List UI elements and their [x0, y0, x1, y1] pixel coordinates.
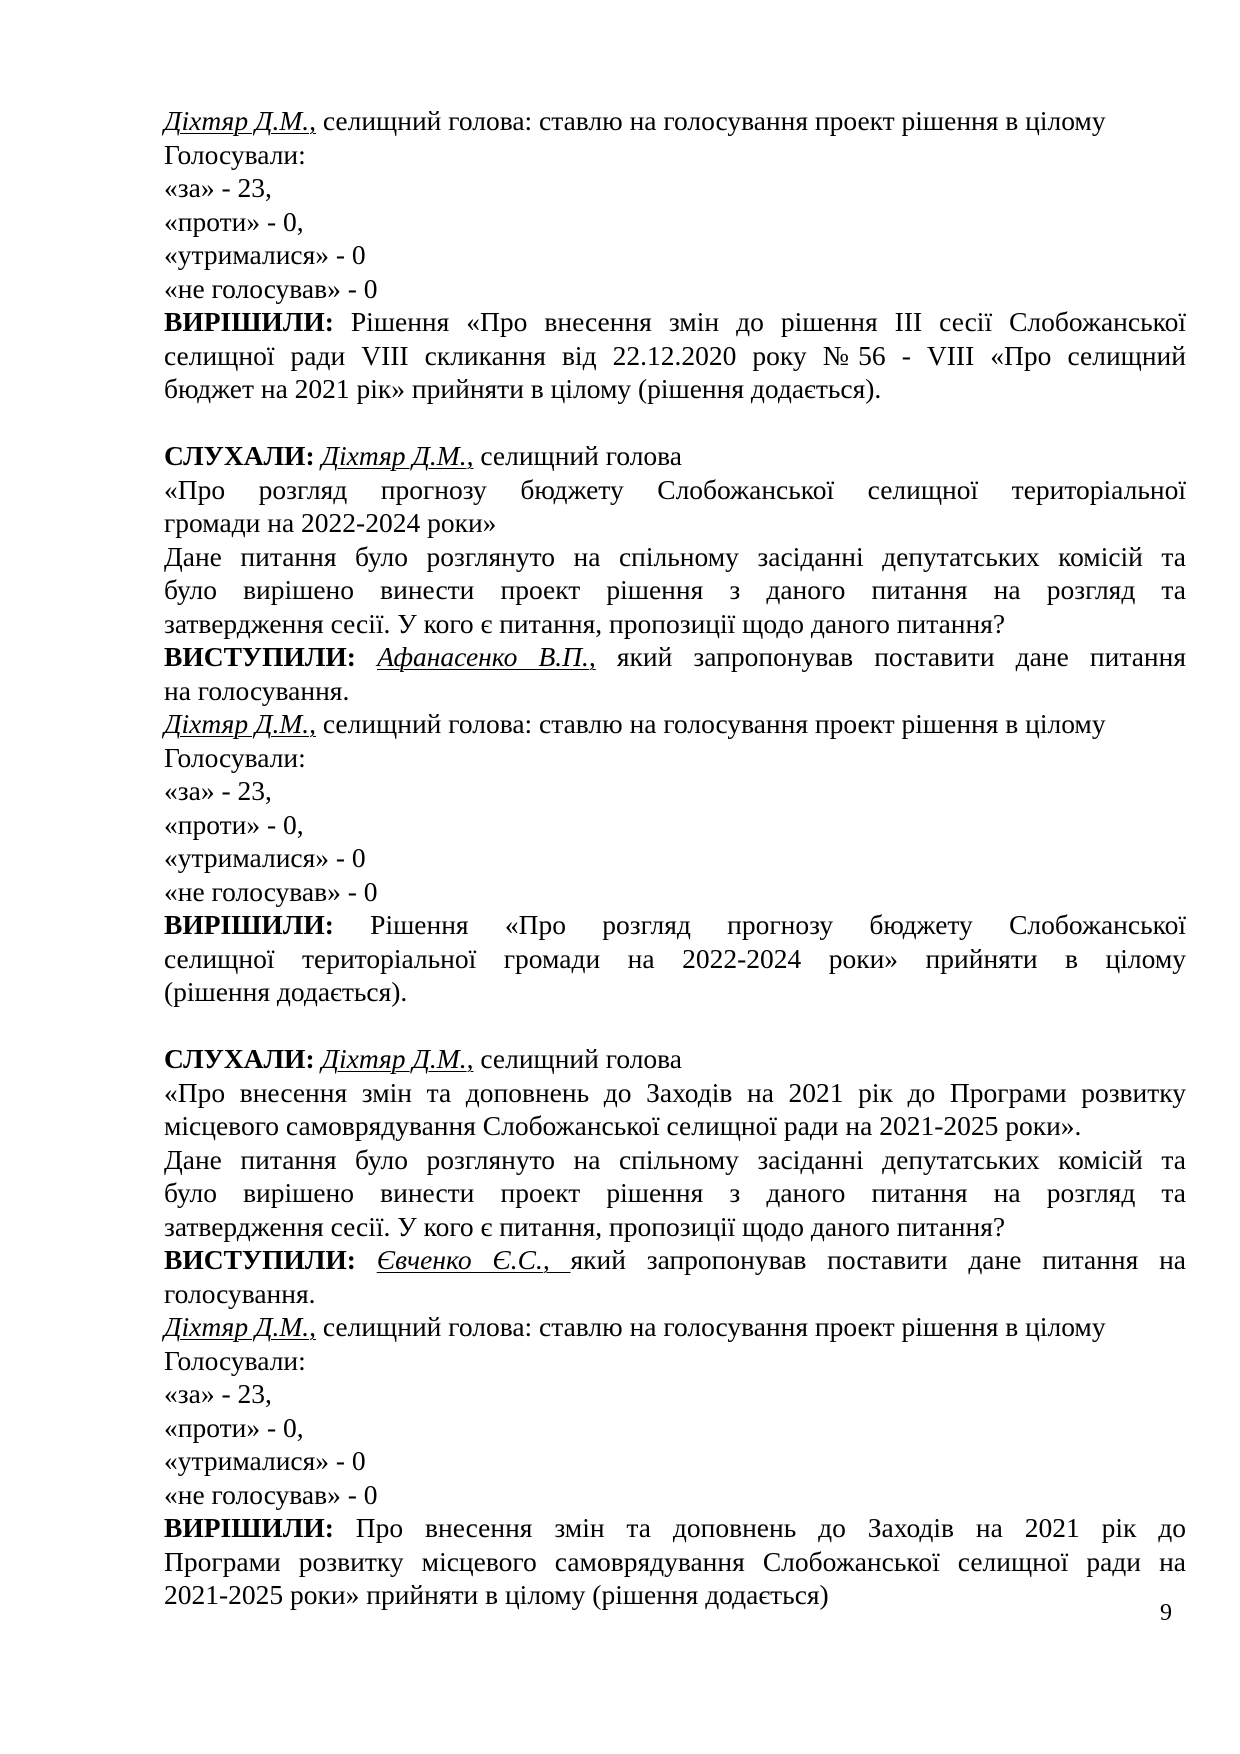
spoke-line-2: голосування.	[164, 1277, 316, 1309]
vote-none: «не голосував» - 0	[164, 272, 378, 304]
spacer	[164, 406, 1186, 440]
section-vote-budget-changes	[164, 104, 1186, 406]
speaker-line: Діхтяр Д.М., селищний голова: ставлю на голосування проект рішення в цілому	[164, 708, 1106, 739]
spoke-name: Євченко Є.С.,	[376, 1244, 571, 1275]
vote-against: «проти» - 0,	[164, 808, 304, 840]
speaker-name: Діхтяр Д.М.,	[164, 1311, 316, 1342]
vote-abstain: «утрималися» - 0	[164, 1445, 366, 1476]
spoke-line-1: ВИСТУПИЛИ: Євченко Є.С., який запропонував поставити дане питання на	[164, 1244, 1186, 1275]
desc-line-2: було вирішено винести проект рішення з даного питання на розгляд та	[164, 574, 1186, 605]
heard-name: Діхтяр Д.М.,	[321, 440, 474, 471]
desc-line-3: затвердження сесії. У кого є питання, пропозиції щодо даного питання?	[164, 1210, 1006, 1242]
desc-line-3: затвердження сесії. У кого є питання, пропозиції щодо даного питання?	[164, 607, 1006, 639]
vote-abstain: «утрималися» - 0	[164, 842, 366, 873]
resolved-label: ВИРІШИЛИ:	[164, 909, 334, 940]
spoke-line-1: ВИСТУПИЛИ: Афанасенко В.П., який запропонував поставити дане питання	[164, 641, 1186, 672]
heard-line: СЛУХАЛИ: Діхтяр Д.М., селищний голова	[164, 440, 683, 471]
resolved-line-1: ВИРІШИЛИ: Рішення «Про внесення змін до рішення ІІІ сесії Слобожанської	[164, 306, 1186, 337]
topic-line-1: «Про внесення змін та доповнень до Заходів на 2021 рік до Програми розвитку	[164, 1076, 1186, 1108]
resolved-line-3: 2021-2025 роки» прийняти в цілому (рішення додається)	[164, 1579, 829, 1610]
vote-against: «проти» - 0,	[164, 205, 304, 237]
topic-line-2: місцевого самоврядування Слобожанської селищної ради на 2021-2025 роки».	[164, 1110, 1082, 1141]
vote-for: «за» - 23,	[164, 172, 272, 203]
page-number: 9	[1160, 1600, 1172, 1626]
topic-line-1: «Про розгляд прогнозу бюджету Слобожанської селищної територіальної	[164, 473, 1186, 505]
section-budget-forecast	[164, 439, 1186, 1009]
resolved-line-3: бюджет на 2021 рік» прийняти в цілому (рішення додається).	[164, 373, 882, 404]
spoke-label: ВИСТУПИЛИ:	[164, 1244, 356, 1275]
resolved-line-1: ВИРІШИЛИ: Про внесення змін та доповнень до Заходів на 2021 рік до	[164, 1512, 1186, 1543]
spacer	[164, 1009, 1186, 1043]
vote-against: «проти» - 0,	[164, 1411, 304, 1443]
resolved-line-1: ВИРІШИЛИ: Рішення «Про розгляд прогнозу бюджету Слобожанської	[164, 909, 1186, 940]
vote-none: «не голосував» - 0	[164, 875, 378, 907]
spoke-line-2: на голосування.	[164, 674, 350, 706]
vote-for: «за» - 23,	[164, 775, 272, 806]
heard-label: СЛУХАЛИ:	[164, 440, 315, 471]
document-page	[164, 104, 1186, 1612]
section-self-government-program	[164, 1042, 1186, 1612]
vote-none: «не голосував» - 0	[164, 1478, 378, 1510]
vote-for: «за» - 23,	[164, 1378, 272, 1409]
resolved-line-2: селищної ради VIII скликання від 22.12.2020 року №56 - VIII «Про селищний	[164, 339, 1186, 371]
resolved-label: ВИРІШИЛИ:	[164, 1512, 334, 1543]
speaker-text: селищний голова: ставлю на голосування проект рішення в цілому	[315, 105, 1106, 136]
topic-line-2: громади на 2022-2024 роки»	[164, 507, 497, 538]
heard-name: Діхтяр Д.М.,	[321, 1043, 474, 1074]
speaker-name: Діхтяр Д.М.,	[164, 105, 316, 136]
spoke-label: ВИСТУПИЛИ:	[164, 641, 356, 672]
heard-line: СЛУХАЛИ: Діхтяр Д.М., селищний голова	[164, 1043, 683, 1074]
heard-label: СЛУХАЛИ:	[164, 1043, 315, 1074]
desc-line-1: Дане питання було розглянуто на спільному засіданні депутатських комісій та	[164, 540, 1186, 572]
speaker-line	[164, 104, 1186, 138]
desc-line-2: було вирішено винести проект рішення з даного питання на розгляд та	[164, 1177, 1186, 1208]
spoke-name: Афанасенко В.П.,	[377, 641, 596, 672]
vote-abstain: «утрималися» - 0	[164, 239, 366, 270]
desc-line-1: Дане питання було розглянуто на спільному засіданні депутатських комісій та	[164, 1143, 1186, 1175]
speaker-name: Діхтяр Д.М.,	[164, 708, 316, 739]
voted-label: Голосували:	[164, 1344, 306, 1376]
voted-label: Голосували:	[164, 138, 306, 170]
resolved-line-2: селищної територіальної громади на 2022-2024 роки» прийняти в цілому	[164, 942, 1186, 974]
speaker-line: Діхтяр Д.М., селищний голова: ставлю на голосування проект рішення в цілому	[164, 1311, 1106, 1342]
voted-label: Голосували:	[164, 741, 306, 773]
resolved-label: ВИРІШИЛИ:	[164, 306, 334, 337]
resolved-line-2: Програми розвитку місцевого самоврядування Слобожанської селищної ради на	[164, 1545, 1186, 1577]
resolved-line-3: (рішення додається).	[164, 976, 408, 1007]
